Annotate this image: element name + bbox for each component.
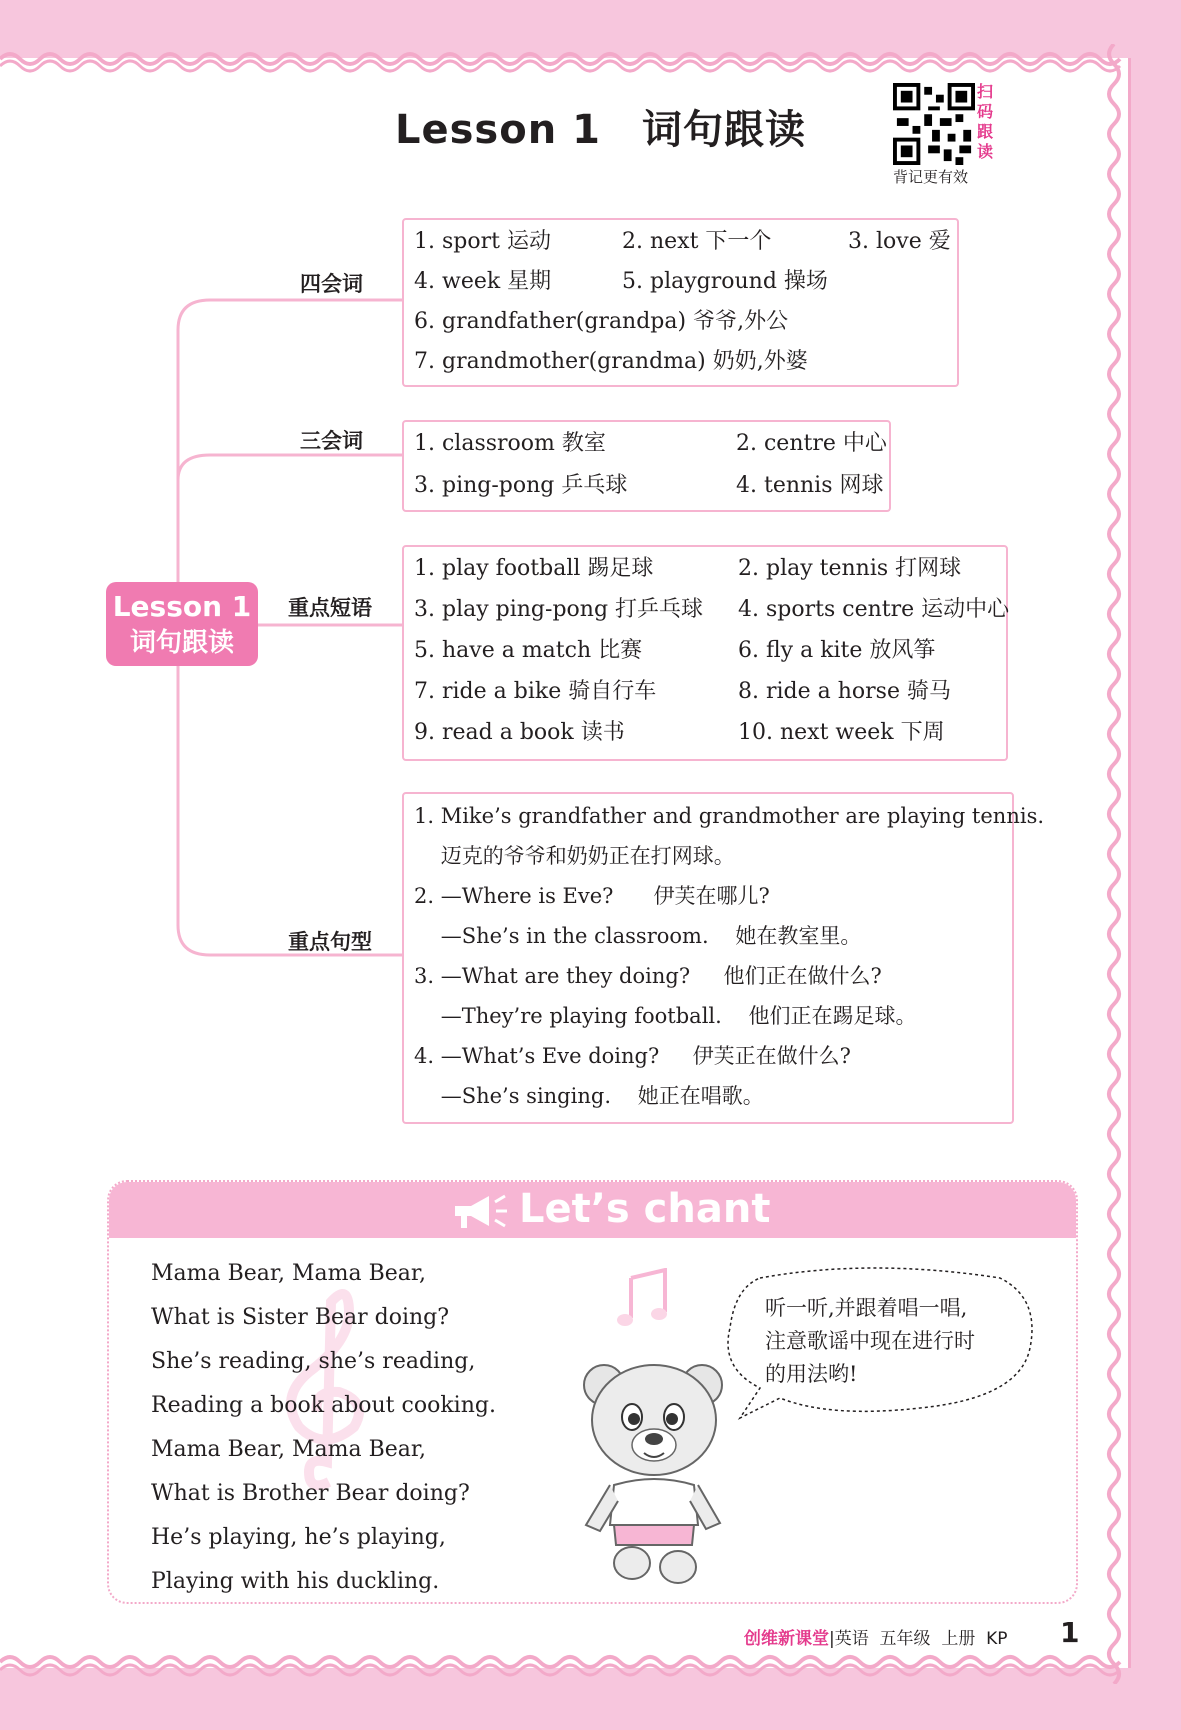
music-note-icon <box>615 1268 675 1330</box>
four-skill-words-box <box>402 218 959 387</box>
word-item: 3. ping-pong 乒乓球 <box>414 473 628 498</box>
qr-note: 背记更有效 <box>893 168 969 186</box>
chant-line: Playing with his duckling. <box>151 1569 440 1594</box>
qr-label-char: 码 <box>977 102 994 121</box>
phrase-item: 9. read a book 读书 <box>414 720 625 745</box>
chant-line: What is Sister Bear doing? <box>151 1305 450 1330</box>
chant-line: What is Brother Bear doing? <box>151 1481 470 1506</box>
sentence-line: 2. —Where is Eve? 伊芙在哪儿? <box>414 884 770 908</box>
word-item: 4. tennis 网球 <box>736 473 884 498</box>
phrase-item: 2. play tennis 打网球 <box>738 556 962 581</box>
phrase-item: 1. play football 踢足球 <box>414 556 654 581</box>
phrase-item: 7. ride a bike 骑自行车 <box>414 679 657 704</box>
chant-title: Let’s chant <box>519 1186 771 1232</box>
key-sentences-box <box>402 792 1045 1124</box>
qr-label-char: 扫 <box>977 82 994 101</box>
footer <box>744 1624 1008 1649</box>
branch-label-phrases: 重点短语 <box>288 596 372 620</box>
word-item: 2. centre 中心 <box>736 431 887 456</box>
phrase-item: 5. have a match 比赛 <box>414 638 643 663</box>
page-number: 1 <box>1060 1616 1080 1649</box>
page-title: Lesson 1 词句跟读 <box>395 107 806 153</box>
word-item: 7. grandmother(grandma) 奶奶,外婆 <box>414 349 808 374</box>
bottom-wave-border <box>0 1652 1181 1682</box>
megaphone-icon <box>449 1190 509 1232</box>
chant-line: He’s playing, he’s playing, <box>151 1525 446 1550</box>
center-node-line1: Lesson 1 <box>112 590 252 623</box>
branch-label-four-skill: 四会词 <box>300 272 363 296</box>
chant-lyrics <box>151 1252 496 1604</box>
bubble-line: 注意歌谣中现在进行时 <box>765 1329 975 1353</box>
word-item: 2. next 下一个 <box>622 229 772 254</box>
branch-label-three-skill: 三会词 <box>300 429 363 453</box>
chant-line: She’s reading, she’s reading, <box>151 1349 476 1374</box>
qr-label-char: 跟 <box>977 122 994 141</box>
qr-code-icon[interactable] <box>893 83 975 165</box>
word-item: 6. grandfather(grandpa) 爷爷,外公 <box>414 309 789 334</box>
word-item: 4. week 星期 <box>414 269 552 294</box>
phrase-item: 3. play ping-pong 打乒乓球 <box>414 597 704 622</box>
word-item: 3. love 爱 <box>848 229 951 254</box>
key-phrases-box <box>402 545 1008 761</box>
right-wave-border <box>1100 44 1140 1684</box>
word-item: 1. sport 运动 <box>414 229 551 254</box>
sentence-line: —They’re playing football. 他们正在踢足球。 <box>414 1004 917 1028</box>
qr-side-label <box>977 82 995 162</box>
footer-book-info: |英语 五年级 上册 KP <box>829 1629 1008 1649</box>
phrase-item: 8. ride a horse 骑马 <box>738 679 951 704</box>
sentence-line: 1. Mike’s grandfather and grandmother are playing tennis. <box>414 804 1045 828</box>
center-node-line2: 词句跟读 <box>129 628 234 658</box>
footer-brand: 创维新课堂 <box>744 1629 829 1649</box>
chant-line: Mama Bear, Mama Bear, <box>151 1261 427 1286</box>
sentence-line: 4. —What’s Eve doing? 伊芙正在做什么? <box>414 1044 851 1068</box>
word-item: 5. playground 操场 <box>622 269 828 294</box>
chant-line: Reading a book about cooking. <box>151 1393 496 1418</box>
sentence-line: 迈克的爷爷和奶奶正在打网球。 <box>414 844 735 868</box>
chant-line: Mama Bear, Mama Bear, <box>151 1437 427 1462</box>
branch-label-sentences: 重点句型 <box>288 930 372 954</box>
phrase-item: 10. next week 下周 <box>738 720 945 745</box>
phrase-item: 6. fly a kite 放风筝 <box>738 638 936 663</box>
speech-bubble-text <box>765 1292 1035 1391</box>
center-node <box>106 582 258 666</box>
top-wave-border <box>0 44 1181 74</box>
bear-illustration <box>574 1355 734 1587</box>
phrase-item: 4. sports centre 运动中心 <box>738 597 1010 622</box>
word-item: 1. classroom 教室 <box>414 431 606 456</box>
sentence-line: —She’s singing. 她正在唱歌。 <box>414 1084 764 1108</box>
three-skill-words-box <box>402 420 891 512</box>
sentence-line: —She’s in the classroom. 她在教室里。 <box>414 924 862 948</box>
qr-label-char: 读 <box>977 142 994 161</box>
bubble-line: 听一听,并跟着唱一唱, <box>765 1296 968 1320</box>
sentence-line: 3. —What are they doing? 他们正在做什么? <box>414 964 882 988</box>
bubble-line: 的用法哟! <box>765 1362 858 1386</box>
